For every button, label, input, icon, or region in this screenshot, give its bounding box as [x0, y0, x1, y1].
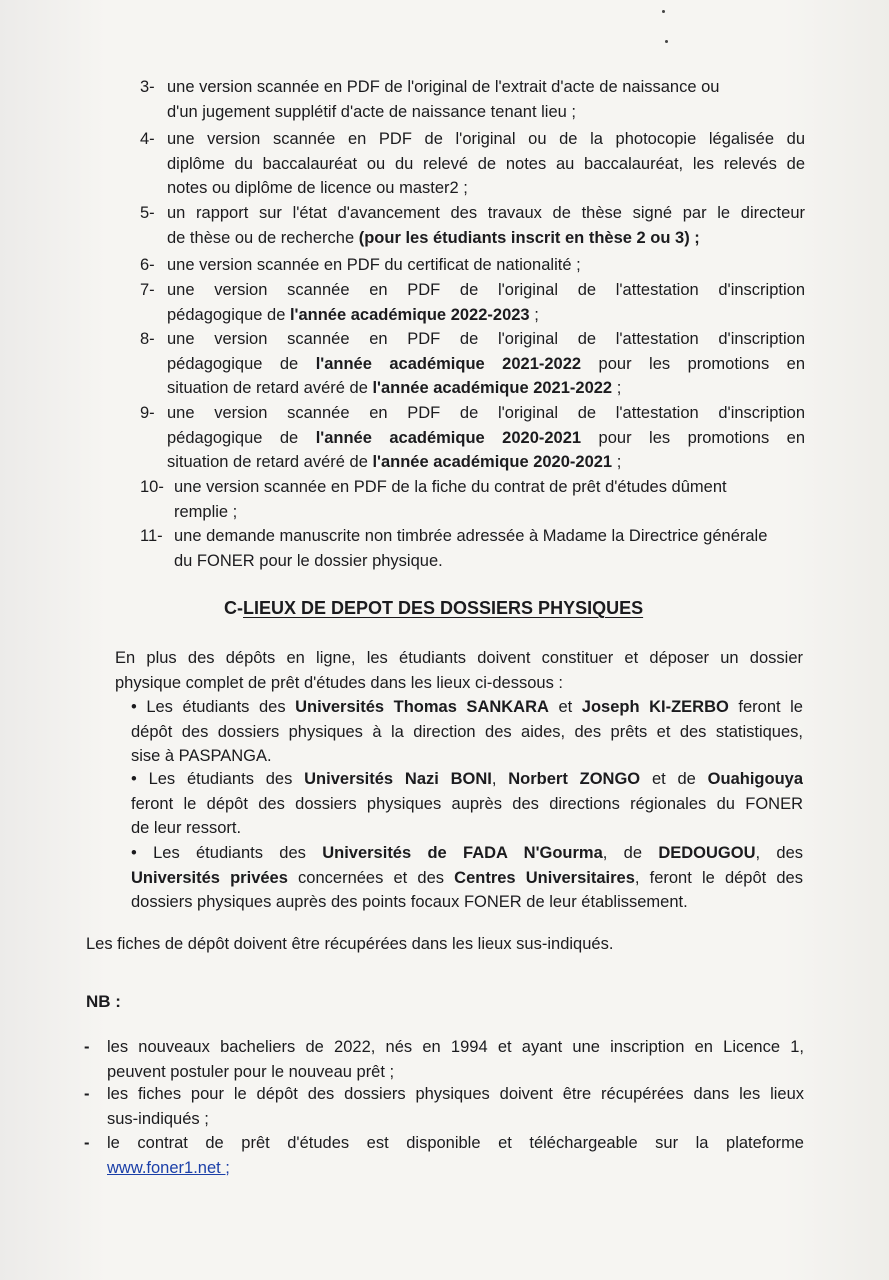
item-line	[167, 226, 805, 251]
text-run: d'un jugement supplétif d'acte de naissance tenant lieu ;	[167, 102, 576, 121]
nb-item-text	[107, 1131, 804, 1180]
bold-text: l'année académique 2020-2021	[372, 453, 613, 471]
text-run: • Les étudiants des	[131, 770, 305, 788]
item-number: 8-	[140, 330, 155, 348]
item-line	[167, 152, 805, 177]
text-run: une version scannée en PDF de l'original de l'attestation d'inscription	[167, 281, 805, 299]
deposit-location-item	[131, 841, 803, 915]
nb-label: NB :	[86, 992, 121, 1011]
item-line	[167, 426, 805, 451]
dash-bullet: -	[84, 1134, 90, 1152]
text-run: En plus des dépôts en ligne, les étudiants doivent constituer et déposer un dossier	[115, 649, 803, 667]
bold-text: l'année académique 2021-2022	[315, 354, 582, 373]
bold-text: Centres Universitaires	[454, 868, 635, 887]
bold-text: Ouahigouya	[707, 770, 803, 788]
text-run: situation de retard avéré de	[167, 379, 373, 397]
text-run: pédagogique de	[167, 428, 316, 447]
item-number: 9-	[140, 404, 155, 422]
retrieval-note: Les fiches de dépôt doivent être récupérées dans les lieux sus-indiqués.	[86, 935, 614, 953]
bullet-line	[131, 767, 803, 792]
item-line	[174, 475, 805, 500]
text-run: feront le dépôt des dossiers physiques auprès des directions régionales du FONER	[131, 794, 803, 813]
bullet-line	[131, 744, 803, 769]
text-run: sise à PASPANGA.	[131, 747, 272, 765]
item-number: 6-	[140, 256, 155, 274]
bold-text: Joseph KI-ZERBO	[581, 698, 729, 716]
text-run: ;	[529, 305, 539, 324]
deposit-location-item	[131, 767, 803, 841]
item-line	[167, 100, 805, 125]
item-line	[167, 303, 805, 328]
text-run: de leur ressort.	[131, 819, 242, 837]
text-run: pour les promotions en	[581, 428, 805, 447]
dash-bullet: -	[84, 1038, 90, 1056]
item-number: 7-	[140, 281, 155, 299]
text-run: concernées et des	[287, 868, 455, 887]
bullet-line	[131, 792, 803, 817]
bullet-line	[131, 890, 803, 915]
text-run: du FONER pour le dossier physique.	[174, 551, 443, 570]
text-run: une version scannée en PDF de l'original ou de la photocopie légalisée du	[167, 130, 805, 148]
text-run: de thèse ou de recherche	[167, 228, 359, 247]
text-run: pédagogique de	[167, 305, 290, 324]
text-run: peuvent postuler pour le nouveau prêt ;	[107, 1062, 395, 1081]
item-line	[167, 401, 805, 426]
item-text	[167, 75, 805, 124]
bullet-line	[131, 720, 803, 745]
text-run: • Les étudiants des	[131, 698, 296, 716]
text-run: , des	[755, 844, 803, 862]
text-run: et de	[640, 770, 708, 788]
item-number: 10-	[140, 478, 164, 496]
text-run: feront le	[728, 698, 803, 716]
item-text	[167, 327, 805, 401]
item-text	[167, 127, 805, 201]
text-run: le contrat de prêt d'études est disponible et téléchargeable sur la plateforme	[107, 1134, 804, 1152]
text-run: situation de retard avéré de	[167, 453, 373, 471]
bold-text: DEDOUGOU	[658, 844, 756, 862]
item-line	[167, 352, 805, 377]
item-line	[167, 176, 805, 201]
bullet-line	[131, 866, 803, 891]
text-run: diplôme du baccalauréat ou du relevé de notes au baccalauréat, les relevés de	[167, 154, 805, 173]
text-run: une demande manuscrite non timbrée adressée à Madame la Directrice générale	[174, 527, 768, 545]
item-line	[167, 127, 805, 152]
item-number: 4-	[140, 130, 155, 148]
bullet-line	[131, 816, 803, 841]
text-run: ;	[612, 379, 622, 397]
item-number: 5-	[140, 204, 155, 222]
bold-text: Universités Thomas SANKARA	[295, 698, 549, 716]
nb-line	[107, 1156, 804, 1181]
bold-text: (pour les étudiants inscrit en thèse 2 ou 3) ;	[358, 228, 700, 247]
section-prefix: C-	[224, 598, 243, 618]
intro-line	[115, 671, 803, 696]
item-text	[167, 253, 805, 278]
text-run: une version scannée en PDF de l'original de l'attestation d'inscription	[167, 404, 805, 422]
text-run: notes ou diplôme de licence ou master2 ;	[167, 179, 468, 197]
text-run: un rapport sur l'état d'avancement des travaux de thèse signé par le directeur	[167, 204, 805, 222]
item-text	[167, 201, 805, 250]
bold-text: l'année académique 2020-2021	[315, 428, 582, 447]
text-run: , de	[602, 844, 659, 862]
item-line	[167, 75, 805, 100]
text-run: pour les promotions en	[581, 354, 805, 373]
section-heading	[224, 596, 643, 621]
nb-line	[107, 1082, 804, 1107]
nb-item-text	[107, 1035, 804, 1084]
scan-speck	[662, 10, 665, 13]
item-line	[167, 253, 805, 278]
scan-speck	[665, 40, 668, 43]
item-line	[167, 278, 805, 303]
text-run: les fiches pour le dépôt des dossiers physiques doivent être récupérées dans les lieux	[107, 1085, 804, 1103]
text-run: les nouveaux bacheliers de 2022, nés en 1994 et ayant une inscription en Licence 1,	[107, 1038, 804, 1056]
text-run: pédagogique de	[167, 354, 316, 373]
text-run: , feront le dépôt des	[634, 868, 803, 887]
text-run: et	[548, 698, 582, 716]
text-run: remplie ;	[174, 502, 238, 521]
text-run: une version scannée en PDF de l'original de l'attestation d'inscription	[167, 330, 805, 348]
text-run: dossiers physiques auprès des points focaux FONER de leur établissement.	[131, 893, 688, 911]
text-run: ,	[491, 770, 509, 788]
nb-line	[107, 1107, 804, 1132]
text-run: dépôt des dossiers physiques à la direction des aides, des prêts et des statistiques,	[131, 722, 803, 741]
text-run: une version scannée en PDF de la fiche du contrat de prêt d'études dûment	[174, 478, 727, 496]
intro-line	[115, 646, 803, 671]
item-line	[167, 376, 805, 401]
foner-website-link[interactable]: www.foner1.net ;	[107, 1158, 230, 1177]
section-title: LIEUX DE DEPOT DES DOSSIERS PHYSIQUES	[243, 598, 644, 618]
text-run: une version scannée en PDF du certificat de nationalité ;	[167, 256, 581, 274]
item-number: 3-	[140, 78, 155, 96]
item-number: 11-	[140, 527, 163, 545]
intro-paragraph	[115, 646, 803, 695]
text-run: sus-indiqués ;	[107, 1109, 209, 1128]
deposit-location-item	[131, 695, 803, 769]
nb-line	[107, 1060, 804, 1085]
item-line	[167, 201, 805, 226]
bold-text: Norbert ZONGO	[508, 770, 641, 788]
text-run: physique complet de prêt d'études dans les lieux ci-dessous :	[115, 673, 563, 692]
nb-line	[107, 1131, 804, 1156]
bold-text: Universités privées	[131, 868, 288, 887]
bold-text: l'année académique 2022-2023	[289, 305, 530, 324]
text-run: • Les étudiants des	[131, 844, 323, 862]
item-line	[174, 500, 805, 525]
item-line	[174, 524, 805, 549]
dash-bullet: -	[84, 1085, 90, 1103]
item-text	[174, 475, 805, 524]
item-text	[167, 278, 805, 327]
item-text	[167, 401, 805, 475]
bullet-line	[131, 841, 803, 866]
text-run: une version scannée en PDF de l'original de l'extrait d'acte de naissance ou	[167, 78, 720, 96]
bold-text: Universités de FADA N'Gourma	[322, 844, 603, 862]
nb-line	[107, 1035, 804, 1060]
text-run: ;	[612, 453, 622, 471]
item-text	[174, 524, 805, 573]
item-line	[167, 450, 805, 475]
bullet-line	[131, 695, 803, 720]
item-line	[174, 549, 805, 574]
bold-text: Universités Nazi BONI	[304, 770, 492, 788]
bold-text: l'année académique 2021-2022	[372, 379, 613, 397]
item-line	[167, 327, 805, 352]
nb-item-text	[107, 1082, 804, 1131]
